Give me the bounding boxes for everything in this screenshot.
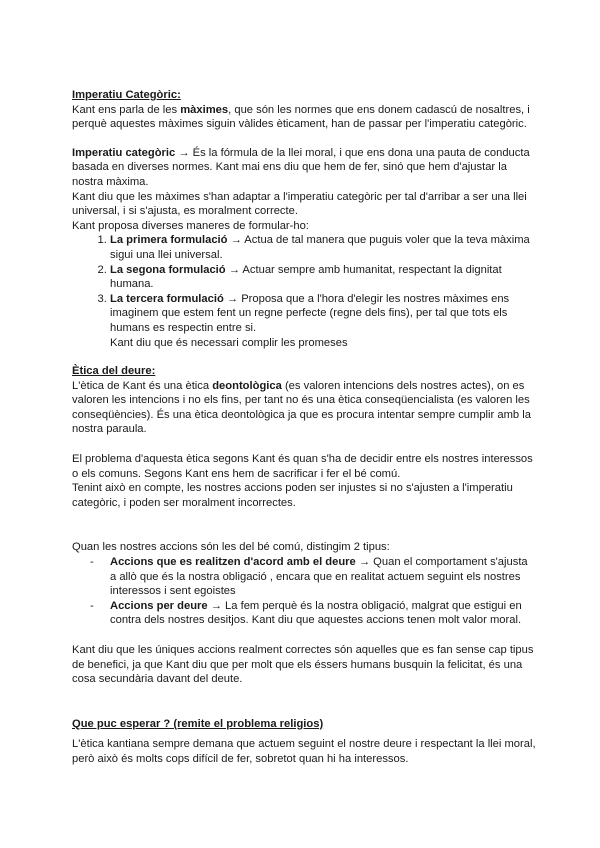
paragraph-maximes: Kant ens parla de les màximes, que són les normes que ens donem cadascú de nosaltres, i perquè aquestes màximes siguin vàlides èticament, han de passar per l'imperatiu categòric.	[72, 103, 530, 131]
paragraph-tipus-intro: Quan les nostres accions són les del bé comú, distingim 2 tipus:	[72, 541, 390, 554]
section-heading-imperatiu: Imperatiu Categòric:	[72, 89, 181, 101]
paragraph-injustes: Tenint això en compte, les nostres accions poden ser injustes si no s'ajusten a l'imperatiu categòric, i poden ser moralment incorrectes.	[72, 482, 513, 509]
term-imperatiu-categoric: Imperatiu categòric	[72, 146, 176, 159]
action-types-list	[72, 555, 536, 628]
paragraph-formulations-intro: Kant proposa diverses maneres de formular-ho:	[72, 219, 309, 232]
section-heading-que-puc-esperar: Que puc esperar ? (remite el problema religios)	[72, 717, 324, 730]
paragraph-etica-kantiana: L'ètica kantiana sempre demana que actuem seguint el nostre deure i respectant la llei moral, però això és molts cops difícil de fer, sobretot quan hi ha interessos.	[72, 738, 536, 765]
list-item-formulation-1: 1. La primera formulació → Actua de tal manera que puguis voler que la teva màxima sigui una llei universal.	[110, 233, 536, 262]
list-item-formulation-2: 2. La segona formulació → Actuar sempre amb humanitat, respectant la dignitat humana.	[110, 263, 536, 292]
paragraph-llei-universal: Kant diu que les màximes s'han adaptar a l'imperatiu categòric per tal d'arribar a ser una llei universal, i si s'ajusta, es moralment correcte.	[72, 190, 527, 218]
list-item-formulation-3: 3. La tercera formulació → Proposa que a l'hora d'elegir les nostres màximes ens imaginem que estem fent un regne perfecte (regne dels fins), per tal que tots els humans es respectin entre si. Kant diu que és necessari complir les promeses	[110, 292, 536, 350]
promises-note: Kant diu que és necessari complir les promeses	[110, 336, 348, 349]
paragraph-deontologica: L'ètica de Kant és una ètica deontològica (es valoren intencions dels nostres actes), on es valoren les intencions i no els fins, per tant no és una ètica conseqüencialista (es valoren les conseqüències). És una ètica deontològica ja que es procura intentar sempre cumplir amb la nostra paraula.	[72, 379, 531, 436]
term-deontologica: deontològica	[212, 379, 282, 392]
paragraph-uniques-accions: Kant diu que les úniques accions realment correctes són aquelles que es fan sense cap tipus de benefici, ja que Kant diu que per molt que els éssers humans busquin la felicitat, és una cosa secundària davant del deute.	[72, 644, 534, 686]
list-item-accions-per-deure: - Accions per deure → La fem perquè és la nostra obligació, malgrat que estigui en contra dels nostres desitjos. Kant diu que aquestes accions tenen molt valor moral.	[110, 599, 536, 628]
formulations-list	[72, 233, 536, 350]
list-item-accions-acord: - Accions que es realitzen d'acord amb el deure → Quan el comportament s'ajusta a allò que és la nostra obligació , encara que en realitat actuem seguint els nostres interessos i sent egoistes	[110, 555, 536, 599]
section-heading-etica-deure: Ètica del deure:	[72, 365, 156, 378]
term-maximes: màximes	[180, 103, 229, 116]
paragraph-imperatiu-definition: Imperatiu categòric → És la fórmula de la llei moral, i que ens dona una pauta de conducta basada en diverses normes. Kant mai ens diu que hem de fer, sinó que hem d'ajustar la nostra màxima.	[72, 146, 530, 188]
paragraph-problema: El problema d'aquesta ètica segons Kant és quan s'ha de decidir entre els nostres interessos o els comuns. Segons Kant ens hem de sacrificar i fer el bé comú.	[72, 453, 533, 480]
